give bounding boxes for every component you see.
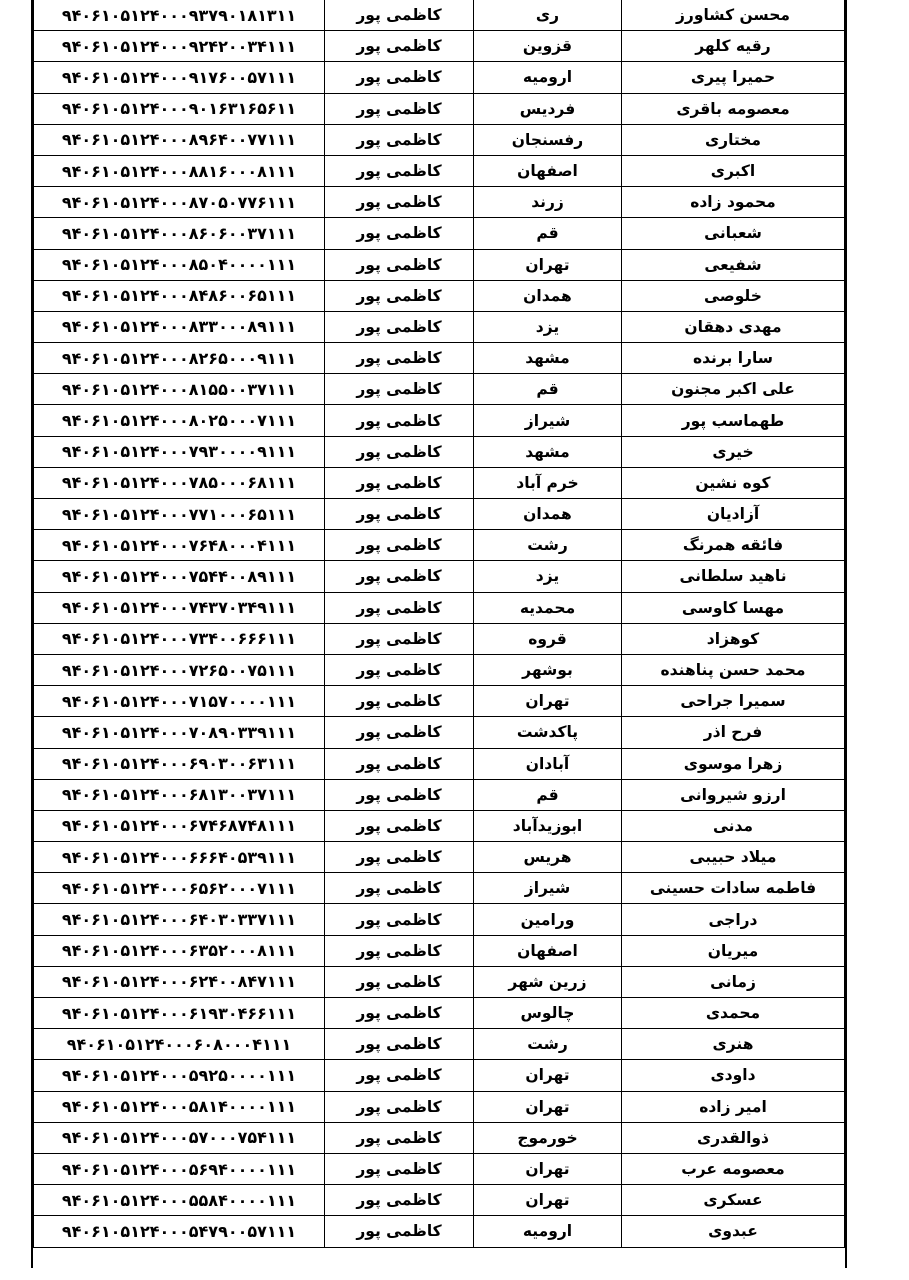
table-row — [34, 31, 845, 62]
city-cell: اصفهان — [474, 935, 622, 966]
city-cell: شیراز — [474, 873, 622, 904]
city-cell: خورموج — [474, 1122, 622, 1153]
agent-cell: کاظمی پور — [325, 218, 474, 249]
name-cell: کوه نشین — [622, 467, 845, 498]
agent-cell: کاظمی پور — [325, 405, 474, 436]
city-cell: محمدیه — [474, 592, 622, 623]
agent-cell: کاظمی پور — [325, 623, 474, 654]
agent-cell: کاظمی پور — [325, 467, 474, 498]
agent-cell: کاظمی پور — [325, 592, 474, 623]
agent-cell: کاظمی پور — [325, 249, 474, 280]
city-cell: قزوین — [474, 31, 622, 62]
agent-cell: کاظمی پور — [325, 311, 474, 342]
city-cell: ابوزیدآباد — [474, 810, 622, 841]
code-cell: ۹۴۰۶۱۰۵۱۲۴۰۰۰۷۳۴۰۰۶۶۶۱۱۱ — [34, 623, 325, 654]
name-cell: خلوصی — [622, 280, 845, 311]
table-row — [34, 779, 845, 810]
table-row — [34, 62, 845, 93]
name-cell: معصومه عرب — [622, 1153, 845, 1184]
agent-cell: کاظمی پور — [325, 654, 474, 685]
city-cell: رشت — [474, 530, 622, 561]
code-cell: ۹۴۰۶۱۰۵۱۲۴۰۰۰۸۳۳۰۰۰۸۹۱۱۱ — [34, 311, 325, 342]
agent-cell: کاظمی پور — [325, 748, 474, 779]
table-row — [34, 935, 845, 966]
city-cell: رشت — [474, 1029, 622, 1060]
city-cell: یزد — [474, 561, 622, 592]
name-cell: عبدوی — [622, 1216, 845, 1247]
table-row — [34, 187, 845, 218]
agent-cell: کاظمی پور — [325, 561, 474, 592]
city-cell: قم — [474, 779, 622, 810]
city-cell: بوشهر — [474, 654, 622, 685]
code-cell: ۹۴۰۶۱۰۵۱۲۴۰۰۰۷۶۴۸۰۰۰۴۱۱۱ — [34, 530, 325, 561]
name-cell: مختاری — [622, 124, 845, 155]
city-cell: شیراز — [474, 405, 622, 436]
city-cell: تهران — [474, 686, 622, 717]
name-cell: طهماسب پور — [622, 405, 845, 436]
records-table-body — [34, 0, 845, 1247]
city-cell: تهران — [474, 1091, 622, 1122]
table-row — [34, 436, 845, 467]
code-cell: ۹۴۰۶۱۰۵۱۲۴۰۰۰۷۸۵۰۰۰۶۸۱۱۱ — [34, 467, 325, 498]
code-cell: ۹۴۰۶۱۰۵۱۲۴۰۰۰۵۶۹۴۰۰۰۰۱۱۱ — [34, 1153, 325, 1184]
name-cell: عسکری — [622, 1185, 845, 1216]
name-cell: زمانی — [622, 966, 845, 997]
city-cell: قم — [474, 218, 622, 249]
city-cell: تهران — [474, 1060, 622, 1091]
code-cell: ۹۴۰۶۱۰۵۱۲۴۰۰۰۶۸۱۳۰۰۳۷۱۱۱ — [34, 779, 325, 810]
records-sheet — [31, 0, 847, 1268]
table-row — [34, 904, 845, 935]
city-cell: زرند — [474, 187, 622, 218]
name-cell: مدنی — [622, 810, 845, 841]
table-row — [34, 343, 845, 374]
table-row — [34, 374, 845, 405]
code-cell: ۹۴۰۶۱۰۵۱۲۴۰۰۰۶۹۰۳۰۰۶۳۱۱۱ — [34, 748, 325, 779]
code-cell: ۹۴۰۶۱۰۵۱۲۴۰۰۰۹۱۷۶۰۰۵۷۱۱۱ — [34, 62, 325, 93]
table-row — [34, 654, 845, 685]
table-row — [34, 686, 845, 717]
city-cell: آبادان — [474, 748, 622, 779]
city-cell: ارومیه — [474, 62, 622, 93]
agent-cell: کاظمی پور — [325, 779, 474, 810]
name-cell: سارا برنده — [622, 343, 845, 374]
table-row — [34, 1122, 845, 1153]
agent-cell: کاظمی پور — [325, 1060, 474, 1091]
agent-cell: کاظمی پور — [325, 1153, 474, 1184]
name-cell: میلاد حبیبی — [622, 842, 845, 873]
name-cell: میریان — [622, 935, 845, 966]
agent-cell: کاظمی پور — [325, 31, 474, 62]
agent-cell: کاظمی پور — [325, 966, 474, 997]
agent-cell: کاظمی پور — [325, 93, 474, 124]
name-cell: محمدی — [622, 998, 845, 1029]
table-row — [34, 1185, 845, 1216]
table-row — [34, 1216, 845, 1247]
code-cell: ۹۴۰۶۱۰۵۱۲۴۰۰۰۶۵۶۲۰۰۰۷۱۱۱ — [34, 873, 325, 904]
city-cell: ارومیه — [474, 1216, 622, 1247]
code-cell: ۹۴۰۶۱۰۵۱۲۴۰۰۰۶۰۸۰۰۰۴۱۱۱ — [34, 1029, 325, 1060]
code-cell: ۹۴۰۶۱۰۵۱۲۴۰۰۰۵۵۸۴۰۰۰۰۱۱۱ — [34, 1185, 325, 1216]
city-cell: مشهد — [474, 343, 622, 374]
code-cell: ۹۴۰۶۱۰۵۱۲۴۰۰۰۵۴۷۹۰۰۵۷۱۱۱ — [34, 1216, 325, 1247]
table-row — [34, 561, 845, 592]
city-cell: تهران — [474, 249, 622, 280]
table-row — [34, 966, 845, 997]
table-row — [34, 748, 845, 779]
name-cell: دراجی — [622, 904, 845, 935]
name-cell: زهرا موسوی — [622, 748, 845, 779]
name-cell: کوهزاد — [622, 623, 845, 654]
name-cell: مهسا کاوسی — [622, 592, 845, 623]
code-cell: ۹۴۰۶۱۰۵۱۲۴۰۰۰۷۱۵۷۰۰۰۰۱۱۱ — [34, 686, 325, 717]
table-row — [34, 1029, 845, 1060]
city-cell: زرین شهر — [474, 966, 622, 997]
name-cell: محسن کشاورز — [622, 0, 845, 31]
city-cell: هریس — [474, 842, 622, 873]
code-cell: ۹۴۰۶۱۰۵۱۲۴۰۰۰۷۴۳۷۰۳۴۹۱۱۱ — [34, 592, 325, 623]
name-cell: علی اکبر مجنون — [622, 374, 845, 405]
name-cell: فائقه همرنگ — [622, 530, 845, 561]
city-cell: تهران — [474, 1185, 622, 1216]
agent-cell: کاظمی پور — [325, 873, 474, 904]
table-row — [34, 998, 845, 1029]
code-cell: ۹۴۰۶۱۰۵۱۲۴۰۰۰۷۹۳۰۰۰۰۹۱۱۱ — [34, 436, 325, 467]
name-cell: رقیه کلهر — [622, 31, 845, 62]
city-cell: رفسنجان — [474, 124, 622, 155]
code-cell: ۹۴۰۶۱۰۵۱۲۴۰۰۰۶۶۶۴۰۵۳۹۱۱۱ — [34, 842, 325, 873]
agent-cell: کاظمی پور — [325, 62, 474, 93]
code-cell: ۹۴۰۶۱۰۵۱۲۴۰۰۰۸۴۸۶۰۰۶۵۱۱۱ — [34, 280, 325, 311]
table-row — [34, 499, 845, 530]
city-cell: یزد — [474, 311, 622, 342]
records-table — [33, 0, 845, 1248]
table-row — [34, 623, 845, 654]
code-cell: ۹۴۰۶۱۰۵۱۲۴۰۰۰۵۸۱۴۰۰۰۰۱۱۱ — [34, 1091, 325, 1122]
name-cell: معصومه باقری — [622, 93, 845, 124]
agent-cell: کاظمی پور — [325, 0, 474, 31]
agent-cell: کاظمی پور — [325, 842, 474, 873]
name-cell: شعبانی — [622, 218, 845, 249]
city-cell: چالوس — [474, 998, 622, 1029]
code-cell: ۹۴۰۶۱۰۵۱۲۴۰۰۰۸۰۲۵۰۰۰۷۱۱۱ — [34, 405, 325, 436]
name-cell: امیر زاده — [622, 1091, 845, 1122]
code-cell: ۹۴۰۶۱۰۵۱۲۴۰۰۰۷۲۶۵۰۰۷۵۱۱۱ — [34, 654, 325, 685]
code-cell: ۹۴۰۶۱۰۵۱۲۴۰۰۰۸۲۶۵۰۰۰۹۱۱۱ — [34, 343, 325, 374]
code-cell: ۹۴۰۶۱۰۵۱۲۴۰۰۰۸۹۶۴۰۰۷۷۱۱۱ — [34, 124, 325, 155]
city-cell: همدان — [474, 499, 622, 530]
city-cell: فردیس — [474, 93, 622, 124]
city-cell: قم — [474, 374, 622, 405]
city-cell: همدان — [474, 280, 622, 311]
table-row — [34, 405, 845, 436]
name-cell: فاطمه سادات حسینی — [622, 873, 845, 904]
agent-cell: کاظمی پور — [325, 810, 474, 841]
agent-cell: کاظمی پور — [325, 499, 474, 530]
table-row — [34, 873, 845, 904]
agent-cell: کاظمی پور — [325, 374, 474, 405]
code-cell: ۹۴۰۶۱۰۵۱۲۴۰۰۰۸۸۱۶۰۰۰۸۱۱۱ — [34, 155, 325, 186]
table-row — [34, 1153, 845, 1184]
table-row — [34, 467, 845, 498]
code-cell: ۹۴۰۶۱۰۵۱۲۴۰۰۰۹۳۷۹۰۱۸۱۳۱۱ — [34, 0, 325, 31]
agent-cell: کاظمی پور — [325, 1216, 474, 1247]
city-cell: خرم آباد — [474, 467, 622, 498]
name-cell: محمد حسن پناهنده — [622, 654, 845, 685]
code-cell: ۹۴۰۶۱۰۵۱۲۴۰۰۰۸۷۰۵۰۷۷۶۱۱۱ — [34, 187, 325, 218]
name-cell: حمیرا پیری — [622, 62, 845, 93]
code-cell: ۹۴۰۶۱۰۵۱۲۴۰۰۰۶۴۰۳۰۳۳۷۱۱۱ — [34, 904, 325, 935]
name-cell: محمود زاده — [622, 187, 845, 218]
city-cell: تهران — [474, 1153, 622, 1184]
agent-cell: کاظمی پور — [325, 530, 474, 561]
agent-cell: کاظمی پور — [325, 717, 474, 748]
agent-cell: کاظمی پور — [325, 1091, 474, 1122]
agent-cell: کاظمی پور — [325, 187, 474, 218]
name-cell: داودی — [622, 1060, 845, 1091]
code-cell: ۹۴۰۶۱۰۵۱۲۴۰۰۰۷۵۴۴۰۰۸۹۱۱۱ — [34, 561, 325, 592]
city-cell: قروه — [474, 623, 622, 654]
name-cell: خیری — [622, 436, 845, 467]
code-cell: ۹۴۰۶۱۰۵۱۲۴۰۰۰۸۵۰۴۰۰۰۰۱۱۱ — [34, 249, 325, 280]
code-cell: ۹۴۰۶۱۰۵۱۲۴۰۰۰۵۷۰۰۰۷۵۴۱۱۱ — [34, 1122, 325, 1153]
table-row — [34, 311, 845, 342]
agent-cell: کاظمی پور — [325, 1029, 474, 1060]
table-row — [34, 0, 845, 31]
table-row — [34, 249, 845, 280]
code-cell: ۹۴۰۶۱۰۵۱۲۴۰۰۰۷۷۱۰۰۰۶۵۱۱۱ — [34, 499, 325, 530]
agent-cell: کاظمی پور — [325, 998, 474, 1029]
agent-cell: کاظمی پور — [325, 935, 474, 966]
agent-cell: کاظمی پور — [325, 436, 474, 467]
table-row — [34, 717, 845, 748]
table-row — [34, 1091, 845, 1122]
table-row — [34, 155, 845, 186]
agent-cell: کاظمی پور — [325, 904, 474, 935]
table-row — [34, 842, 845, 873]
code-cell: ۹۴۰۶۱۰۵۱۲۴۰۰۰۶۷۴۶۸۷۴۸۱۱۱ — [34, 810, 325, 841]
table-row — [34, 218, 845, 249]
agent-cell: کاظمی پور — [325, 124, 474, 155]
code-cell: ۹۴۰۶۱۰۵۱۲۴۰۰۰۸۱۵۵۰۰۳۷۱۱۱ — [34, 374, 325, 405]
code-cell: ۹۴۰۶۱۰۵۱۲۴۰۰۰۶۲۴۰۰۸۴۷۱۱۱ — [34, 966, 325, 997]
agent-cell: کاظمی پور — [325, 155, 474, 186]
name-cell: ذوالقدری — [622, 1122, 845, 1153]
table-row — [34, 592, 845, 623]
agent-cell: کاظمی پور — [325, 280, 474, 311]
name-cell: هنری — [622, 1029, 845, 1060]
code-cell: ۹۴۰۶۱۰۵۱۲۴۰۰۰۷۰۸۹۰۳۳۹۱۱۱ — [34, 717, 325, 748]
table-row — [34, 280, 845, 311]
agent-cell: کاظمی پور — [325, 686, 474, 717]
name-cell: ارزو شیروانی — [622, 779, 845, 810]
code-cell: ۹۴۰۶۱۰۵۱۲۴۰۰۰۵۹۲۵۰۰۰۰۱۱۱ — [34, 1060, 325, 1091]
table-row — [34, 530, 845, 561]
name-cell: اکبری — [622, 155, 845, 186]
agent-cell: کاظمی پور — [325, 343, 474, 374]
name-cell: فرح اذر — [622, 717, 845, 748]
table-row — [34, 1060, 845, 1091]
code-cell: ۹۴۰۶۱۰۵۱۲۴۰۰۰۹۰۱۶۳۱۶۵۶۱۱ — [34, 93, 325, 124]
code-cell: ۹۴۰۶۱۰۵۱۲۴۰۰۰۹۲۴۲۰۰۳۴۱۱۱ — [34, 31, 325, 62]
agent-cell: کاظمی پور — [325, 1185, 474, 1216]
city-cell: اصفهان — [474, 155, 622, 186]
name-cell: ناهید سلطانی — [622, 561, 845, 592]
table-row — [34, 810, 845, 841]
code-cell: ۹۴۰۶۱۰۵۱۲۴۰۰۰۶۳۵۲۰۰۰۸۱۱۱ — [34, 935, 325, 966]
code-cell: ۹۴۰۶۱۰۵۱۲۴۰۰۰۶۱۹۳۰۴۶۶۱۱۱ — [34, 998, 325, 1029]
city-cell: ورامین — [474, 904, 622, 935]
city-cell: پاکدشت — [474, 717, 622, 748]
name-cell: شفیعی — [622, 249, 845, 280]
city-cell: مشهد — [474, 436, 622, 467]
name-cell: آزادیان — [622, 499, 845, 530]
agent-cell: کاظمی پور — [325, 1122, 474, 1153]
city-cell: ری — [474, 0, 622, 31]
table-row — [34, 93, 845, 124]
code-cell: ۹۴۰۶۱۰۵۱۲۴۰۰۰۸۶۰۶۰۰۳۷۱۱۱ — [34, 218, 325, 249]
name-cell: سمیرا جراحی — [622, 686, 845, 717]
table-row — [34, 124, 845, 155]
name-cell: مهدی دهقان — [622, 311, 845, 342]
